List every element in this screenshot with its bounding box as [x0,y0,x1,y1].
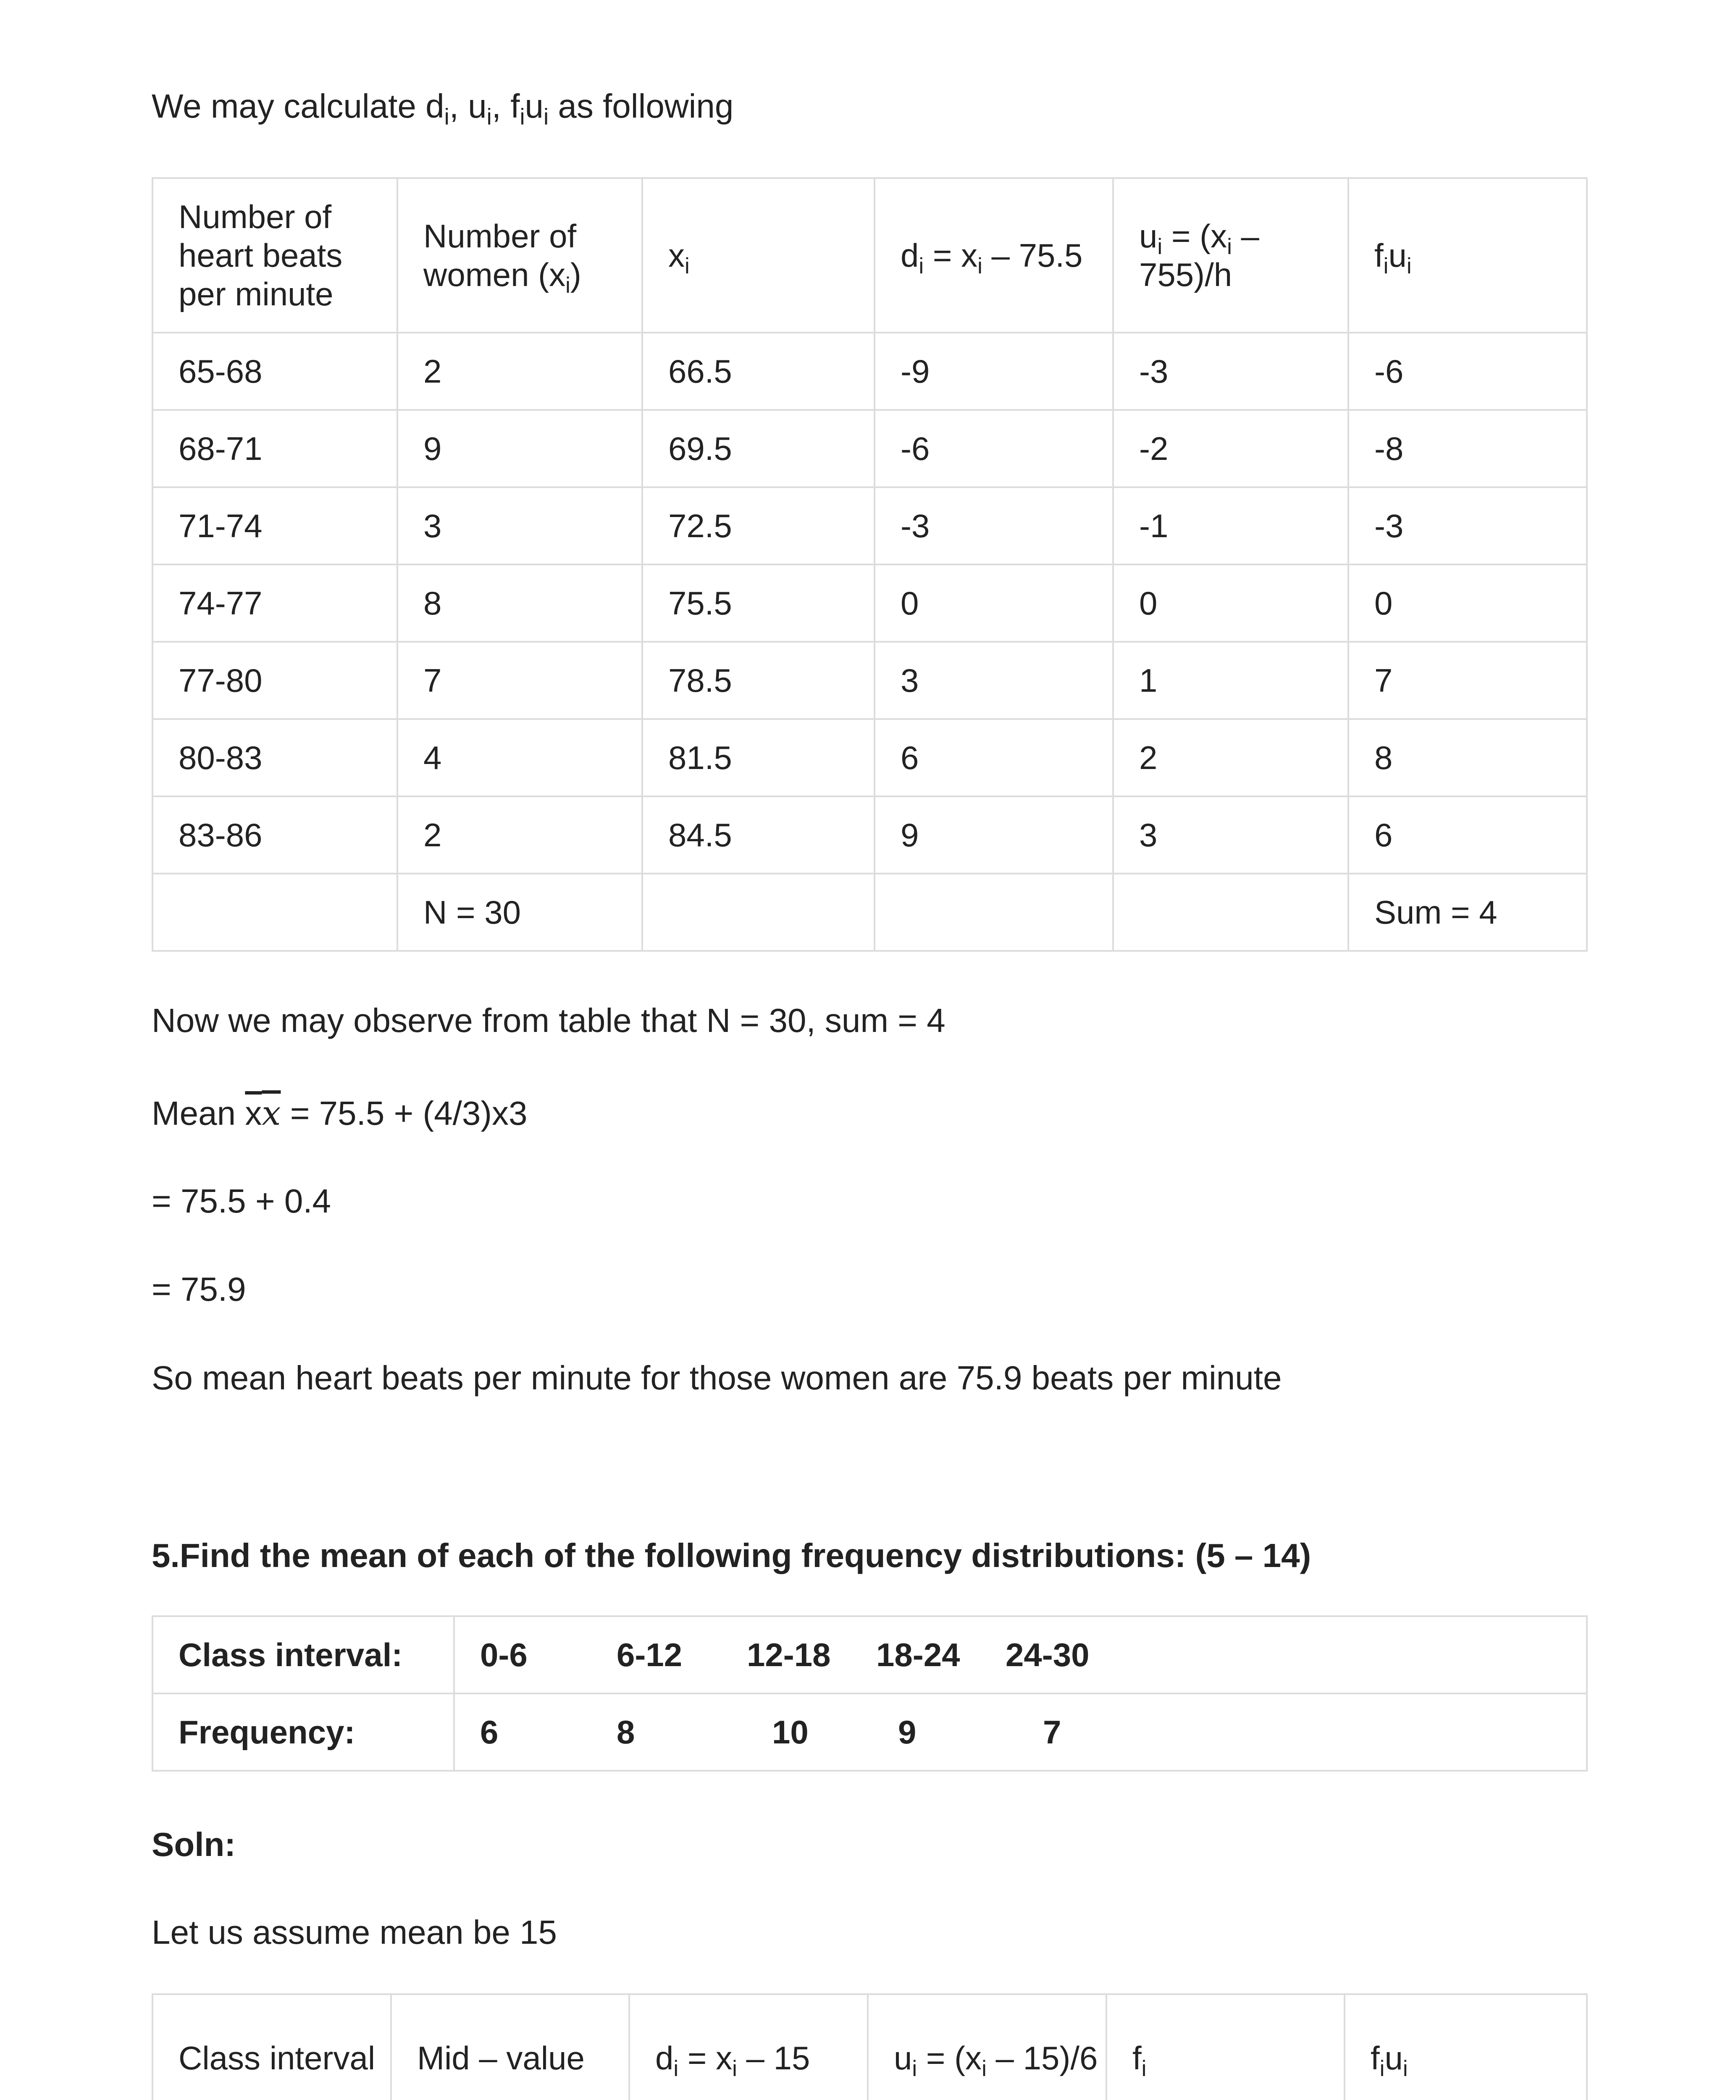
calc-step-2: = 75.9 [152,1270,246,1308]
calc-step-1: = 75.5 + 0.4 [152,1182,331,1220]
table-cell: 6 [875,719,1113,796]
table-cell: 68-71 [152,410,397,487]
question-5-title: 5.Find the mean of each of the following frequency distributions: (5 – 14) [152,1537,1311,1574]
frequency-values: 6 8 10 9 7 [454,1693,1587,1771]
table-cell: 7 [397,642,642,719]
table-row [152,487,1587,564]
table-header-row [152,1994,1587,2100]
table-cell: 8 [1348,719,1587,796]
heartbeat-table [152,177,1588,952]
header-cell: $f_iu_i$ [1348,178,1587,333]
solution-heading: Soln: [152,1826,236,1863]
frequency-distribution-table [152,1615,1588,1772]
class-interval-row [152,1616,1587,1693]
table-cell: -8 [1348,410,1587,487]
table-cell: 8 [397,564,642,642]
table-cell: 74-77 [152,564,397,642]
table-cell: 3 [1113,796,1348,874]
table-cell: 0 [1113,564,1348,642]
table-cell: 84.5 [642,796,875,874]
table-cell [152,874,397,951]
table-cell: 71-74 [152,487,397,564]
table-cell: 77-80 [152,642,397,719]
class-interval-label: Class interval: [152,1616,454,1693]
frequency-label: Frequency: [152,1693,454,1771]
conclusion-text: So mean heart beats per minute for those women are 75.9 beats per minute [152,1359,1282,1396]
x-bar-symbol: $\overline{x}$ [245,1095,262,1132]
table-cell: 80-83 [152,719,397,796]
header-cell: $d_i = x_i - 75.5$ [875,178,1113,333]
table-cell: N = 30 [397,874,642,951]
table-cell: 1 [1113,642,1348,719]
table-cell: 4 [397,719,642,796]
table-cell: 69.5 [642,410,875,487]
header-cell: $x_i$ [642,178,875,333]
table-cell: Sum = 4 [1348,874,1587,951]
header-cell: Class interval [152,1994,391,2100]
table-cell: -6 [875,410,1113,487]
table-cell: 6 [1348,796,1587,874]
table-cell: -6 [1348,333,1587,410]
header-cell: $f_i$ [1106,1994,1345,2100]
table-header-row [152,178,1587,333]
table-cell [642,874,875,951]
table-cell: 72.5 [642,487,875,564]
table-row [152,410,1587,487]
table-cell: 81.5 [642,719,875,796]
table-row [152,796,1587,874]
class-interval-values: 0-6 6-12 12-18 18-24 24-30 [454,1616,1587,1693]
header-cell: $d_i = x_i - 15$ [629,1994,868,2100]
table-cell: -1 [1113,487,1348,564]
table-cell: 0 [875,564,1113,642]
table-cell: 3 [875,642,1113,719]
table-cell: -3 [875,487,1113,564]
table-cell: 7 [1348,642,1587,719]
table-row [152,564,1587,642]
table-cell: 75.5 [642,564,875,642]
header-cell: Number of women $(x_i)$ [397,178,642,333]
table-cell: 9 [875,796,1113,874]
header-cell: $f_iu_i$ [1345,1994,1587,2100]
table-cell: -2 [1113,410,1348,487]
observation-text: Now we may observe from table that N = 30, sum = 4 [152,1002,945,1039]
table-cell [1113,874,1348,951]
header-cell: $u_i = (x_i - 755)/h$ [1113,178,1348,333]
mean-calculation-table [152,1993,1588,2100]
table-row [152,333,1587,410]
table-cell: -3 [1348,487,1587,564]
table-cell: 65-68 [152,333,397,410]
table-cell: 2 [397,796,642,874]
table-cell: -3 [1113,333,1348,410]
mean-formula: Mean $\overline{x}\overline{x} = 75.5 + (4/3)x3$ [152,1094,528,1133]
header-cell: Number of heart beats per minute [152,178,397,333]
table-cell: 9 [397,410,642,487]
header-cell: Mid – value [391,1994,629,2100]
table-cell: 2 [397,333,642,410]
table-cell: 2 [1113,719,1348,796]
table-cell: -9 [875,333,1113,410]
table-row [152,719,1587,796]
table-cell [875,874,1113,951]
table-cell: 3 [397,487,642,564]
frequency-row [152,1693,1587,1771]
table-cell: 78.5 [642,642,875,719]
assumption-text: Let us assume mean be 15 [152,1914,557,1951]
table-cell: 0 [1348,564,1587,642]
table-cell: 66.5 [642,333,875,410]
x-bar-math-symbol: $\overline{x}$ [262,1094,281,1133]
table-row [152,642,1587,719]
table-total-row [152,874,1587,951]
intro-line: We may calculate $d_i$, $u_i$, $f_iu_i$ as following [152,87,734,130]
header-cell: $u_i = (x_i - 15)/6$ [868,1994,1106,2100]
table-cell: 83-86 [152,796,397,874]
